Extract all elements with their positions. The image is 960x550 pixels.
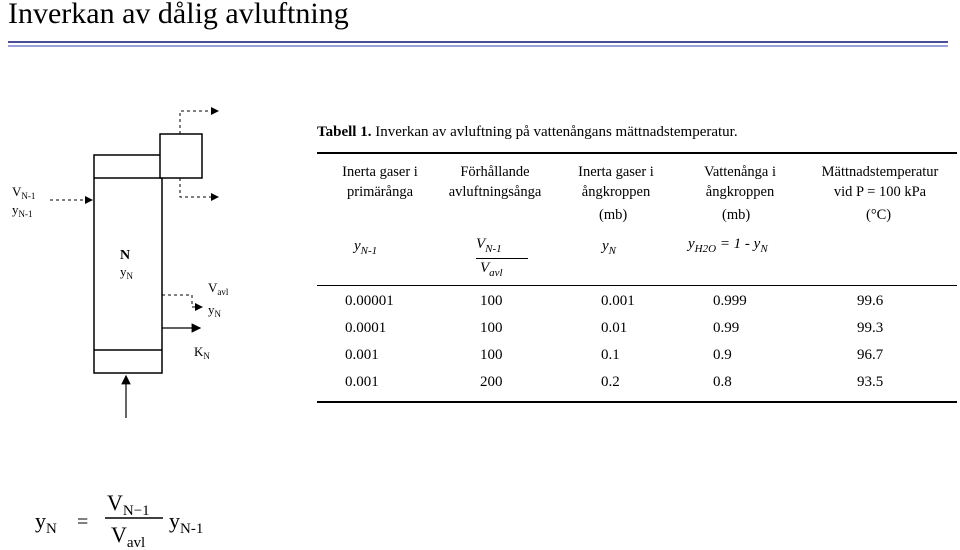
- table-bottom-rule: [317, 401, 957, 403]
- formula-equals: =: [77, 511, 89, 533]
- cell: 0.2: [601, 374, 620, 390]
- cell: 100: [480, 320, 503, 336]
- inlet-v-label: $V_{N-1}$: [12, 184, 36, 201]
- symbol-col2-fraction-bar: [476, 258, 528, 259]
- formula-denominator: $V_{avl}$: [111, 522, 146, 550]
- separator-outlet-line: [180, 178, 218, 197]
- cell: 93.5: [857, 374, 884, 390]
- cell: 100: [480, 347, 503, 363]
- cell: 99.3: [857, 320, 884, 336]
- unit-col5: (°C): [866, 207, 892, 223]
- cell: 0.001: [601, 293, 635, 309]
- table-top-rule: [317, 152, 957, 154]
- vessel-body: [94, 155, 162, 373]
- cell: 0.1: [601, 347, 620, 363]
- symbol-col2-denominator: $V_{avl}$: [480, 260, 503, 279]
- unit-col3: (mb): [599, 207, 628, 223]
- slide-title: Inverkan av dålig avluftning: [8, 0, 349, 30]
- inlet-y-label: $y_{N-1}$: [12, 202, 33, 219]
- venting-formula: [35, 488, 275, 550]
- formula-lhs: $y_N$: [35, 508, 57, 537]
- vent-v-label: $V_{avl}$: [208, 280, 229, 297]
- header-inert-primary: Inerta gaser i primärånga: [342, 164, 418, 200]
- header-vapor-body: Vattenånga i ångkroppen: [703, 164, 777, 200]
- cell: 0.0001: [345, 320, 387, 336]
- evaporator-stage-diagram: [0, 100, 300, 430]
- header-inert-body: Inerta gaser i ångkroppen: [578, 164, 654, 200]
- stage-y-label: $y_N$: [120, 264, 133, 281]
- symbol-col1: $y_{N-1}$: [354, 238, 378, 257]
- table-caption: Tabell 1. Inverkan av avluftning på vattenångans mättnadstemperatur.: [317, 124, 738, 140]
- cell: 0.9: [713, 347, 732, 363]
- cell: 0.999: [713, 293, 747, 309]
- vapor-outlet-line: [180, 111, 218, 134]
- symbol-col3: $y_N$: [602, 238, 617, 257]
- header-ratio-vent: Förhållande avluftningsånga: [448, 164, 542, 200]
- title-rule-light: [8, 45, 948, 47]
- cell: 0.8: [713, 374, 732, 390]
- symbol-col4: $y_{H2O} = 1 - y_N$: [688, 236, 768, 255]
- cell: 0.00001: [345, 293, 394, 309]
- header-saturation-temp: Mättnadstemperatur vid P = 100 kPa: [821, 164, 939, 200]
- symbol-col2-numerator: $V_{N-1}$: [476, 236, 502, 255]
- separator-box: [160, 134, 202, 178]
- cell: 200: [480, 374, 503, 390]
- vent-y-label: $y_N$: [208, 302, 221, 319]
- condensate-k-label: $K_N$: [194, 344, 210, 361]
- stage-label: N: [120, 248, 131, 263]
- unit-col4: (mb): [722, 207, 751, 223]
- table-header-rule: [317, 285, 957, 286]
- vent-outlet-line: [162, 295, 202, 307]
- formula-rhs: $y_{N-1}$: [169, 508, 204, 537]
- cell: 0.001: [345, 374, 379, 390]
- cell: 100: [480, 293, 503, 309]
- cell: 0.001: [345, 347, 379, 363]
- cell: 99.6: [857, 293, 884, 309]
- cell: 0.99: [713, 320, 740, 336]
- formula-numerator: $V_{N-1}$: [107, 490, 150, 519]
- title-rule-dark: [8, 41, 948, 43]
- cell: 96.7: [857, 347, 884, 363]
- cell: 0.01: [601, 320, 628, 336]
